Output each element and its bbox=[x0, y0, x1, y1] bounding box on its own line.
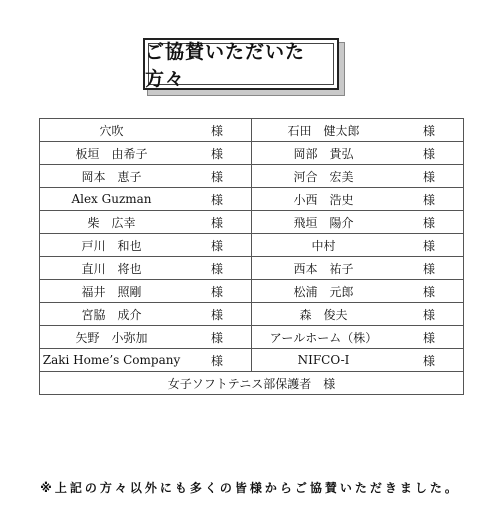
honorific-label: 様 bbox=[183, 142, 252, 165]
sponsor-name: 直川 将也 bbox=[40, 257, 184, 280]
honorific-label: 様 bbox=[395, 142, 464, 165]
sponsor-name: 小西 浩史 bbox=[252, 188, 396, 211]
footnote: ※上記の方々以外にも多くの皆様からご協賛いただきました。 bbox=[40, 481, 460, 495]
honorific-label: 様 bbox=[395, 234, 464, 257]
sponsor-name: 柴 広幸 bbox=[40, 211, 184, 234]
honorific-label: 様 bbox=[395, 303, 464, 326]
honorific-label: 様 bbox=[183, 234, 252, 257]
honorific-label: 様 bbox=[183, 165, 252, 188]
table-row bbox=[40, 326, 464, 349]
table-row bbox=[40, 372, 464, 395]
table-row bbox=[40, 280, 464, 303]
honorific-label: 様 bbox=[395, 257, 464, 280]
sponsor-name: 宮脇 成介 bbox=[40, 303, 184, 326]
table-row bbox=[40, 165, 464, 188]
sponsor-name: 石田 健太郎 bbox=[252, 119, 396, 142]
page-title: ご協賛いただいた方々 bbox=[145, 41, 306, 90]
parents-association-row: 女子ソフトテニス部保護者 様 bbox=[40, 372, 464, 395]
honorific-label: 様 bbox=[395, 211, 464, 234]
sponsor-name: 飛垣 陽介 bbox=[252, 211, 396, 234]
honorific-label: 様 bbox=[183, 257, 252, 280]
honorific-label: 様 bbox=[183, 188, 252, 211]
honorific-label: 様 bbox=[395, 326, 464, 349]
sponsor-name: 河合 宏美 bbox=[252, 165, 396, 188]
sponsor-name: Alex Guzman bbox=[40, 188, 184, 211]
honorific-label: 様 bbox=[395, 349, 464, 372]
sponsor-name: 板垣 由希子 bbox=[40, 142, 184, 165]
honorific-label: 様 bbox=[183, 280, 252, 303]
sponsor-name: 戸川 和也 bbox=[40, 234, 184, 257]
sponsor-name: 西本 祐子 bbox=[252, 257, 396, 280]
sponsor-name: 岡本 恵子 bbox=[40, 165, 184, 188]
table-row bbox=[40, 188, 464, 211]
honorific-label: 様 bbox=[183, 349, 252, 372]
table-row bbox=[40, 211, 464, 234]
honorific-label: 様 bbox=[183, 326, 252, 349]
table-row bbox=[40, 142, 464, 165]
honorific-label: 様 bbox=[395, 119, 464, 142]
honorific-label: 様 bbox=[183, 119, 252, 142]
table-row bbox=[40, 257, 464, 280]
sponsor-name: 矢野 小弥加 bbox=[40, 326, 184, 349]
honorific-label: 様 bbox=[395, 165, 464, 188]
table-row bbox=[40, 234, 464, 257]
title-box bbox=[143, 38, 339, 90]
sponsor-name: NIFCO-I bbox=[252, 349, 396, 372]
table-row bbox=[40, 119, 464, 142]
table-row bbox=[40, 349, 464, 372]
sponsor-name: アールホーム（株） bbox=[252, 326, 396, 349]
honorific-label: 様 bbox=[395, 188, 464, 211]
sponsor-name: 森 俊夫 bbox=[252, 303, 396, 326]
honorific-label: 様 bbox=[183, 211, 252, 234]
sponsor-name: 岡部 貴弘 bbox=[252, 142, 396, 165]
sponsor-name: Zaki Home’s Company bbox=[40, 349, 184, 372]
sponsor-name: 松浦 元郎 bbox=[252, 280, 396, 303]
honorific-label: 様 bbox=[183, 303, 252, 326]
honorific-label: 様 bbox=[395, 280, 464, 303]
sponsor-table bbox=[39, 118, 464, 395]
table-row bbox=[40, 303, 464, 326]
sponsor-name: 中村 bbox=[252, 234, 396, 257]
sponsor-name: 穴吹 bbox=[40, 119, 184, 142]
sponsor-name: 福井 照剛 bbox=[40, 280, 184, 303]
